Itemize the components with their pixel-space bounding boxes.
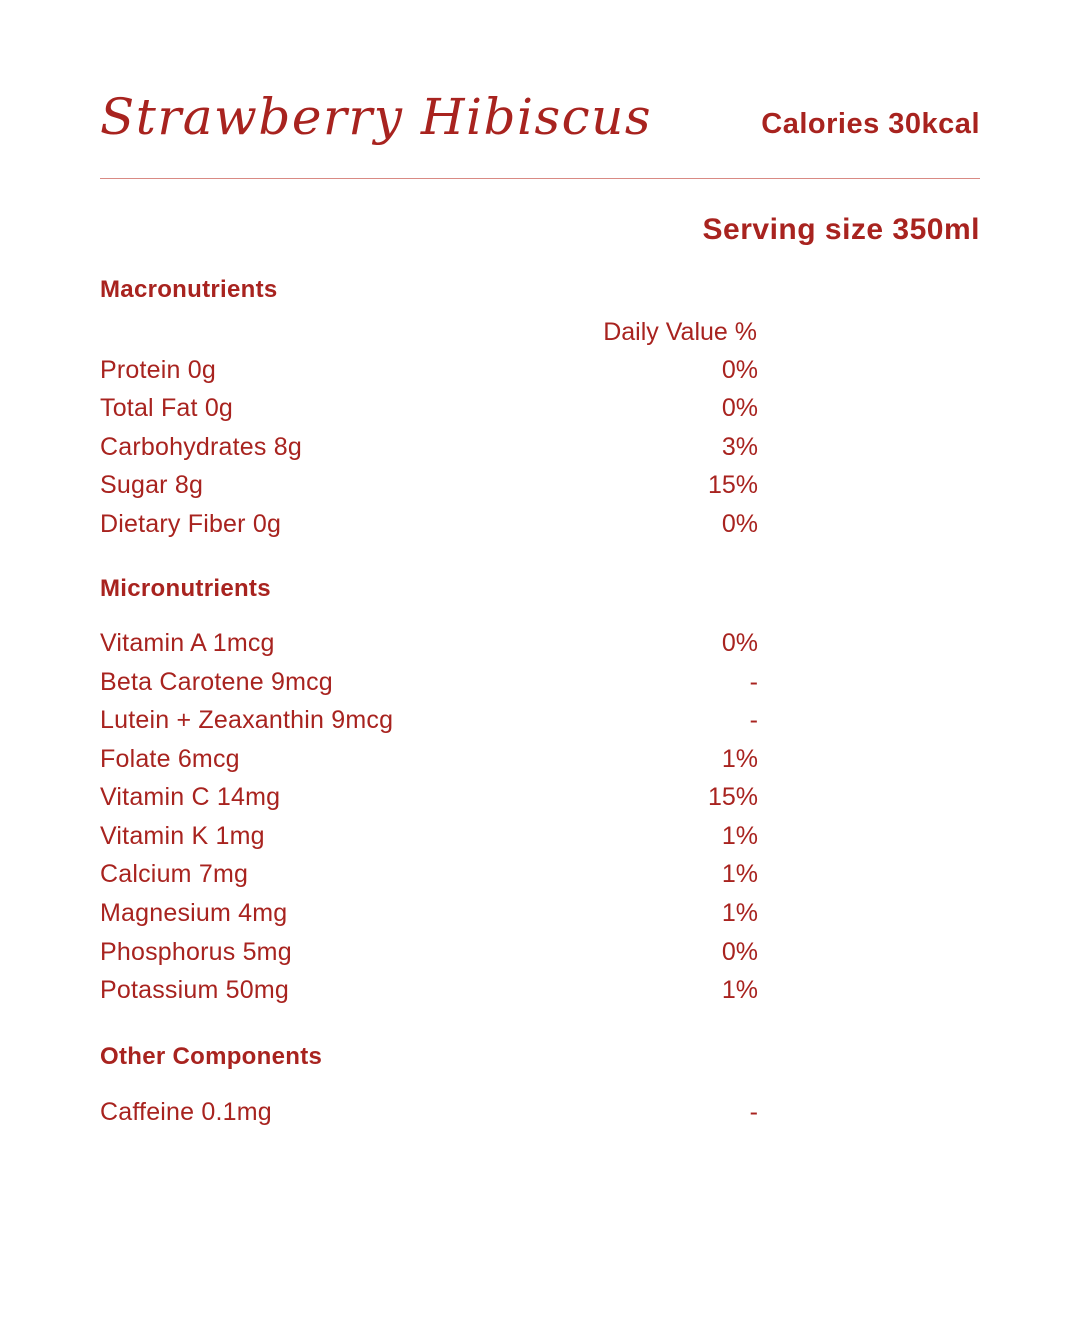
nutrient-row: [100, 665, 758, 699]
nutrient-row: [100, 896, 758, 930]
nutrient-name: Caffeine 0.1mg: [100, 1098, 272, 1126]
nutrient-daily-value: 1%: [721, 860, 758, 888]
nutrient-row: [100, 780, 758, 814]
serving-size: Serving size 350ml: [702, 213, 980, 246]
nutrient-name: Calcium 7mg: [100, 860, 249, 888]
nutrient-row: [100, 973, 758, 1007]
nutrient-daily-value: 0%: [721, 394, 758, 422]
nutrient-name: Phosphorus 5mg: [100, 938, 292, 966]
nutrient-row: [100, 507, 758, 541]
daily-value-header: Daily Value %: [603, 318, 757, 346]
nutrient-name: Carbohydrates 8g: [100, 433, 302, 461]
nutrient-row: [100, 353, 758, 387]
nutrient-row: [100, 468, 758, 502]
nutrient-name: Vitamin A 1mcg: [100, 629, 275, 657]
nutrient-daily-value: 15%: [707, 783, 758, 811]
nutrient-row: [100, 819, 758, 853]
nutrient-name: Magnesium 4mg: [100, 899, 288, 927]
nutrient-name: Folate 6mcg: [100, 745, 240, 773]
nutrient-daily-value: 15%: [707, 471, 758, 499]
nutrient-name: Dietary Fiber 0g: [100, 510, 282, 538]
nutrient-daily-value: 1%: [721, 899, 758, 927]
nutrient-daily-value: 3%: [721, 433, 758, 461]
nutrient-name: Vitamin K 1mg: [100, 822, 265, 850]
calories-value: Calories 30kcal: [761, 108, 980, 140]
section-title-macronutrients: Macronutrients: [100, 276, 278, 303]
nutrient-daily-value: -: [749, 668, 758, 696]
nutrient-name: Lutein + Zeaxanthin 9mcg: [100, 706, 394, 734]
nutrient-daily-value: 1%: [721, 976, 758, 1004]
nutrient-daily-value: 1%: [721, 745, 758, 773]
nutrient-daily-value: -: [749, 706, 758, 734]
header-divider: [100, 178, 980, 179]
nutrient-name: Potassium 50mg: [100, 976, 289, 1004]
nutrient-row: [100, 1095, 758, 1129]
nutrient-name: Sugar 8g: [100, 471, 204, 499]
product-title: Strawberry Hibiscus: [100, 88, 653, 146]
nutrient-daily-value: 0%: [721, 356, 758, 384]
nutrient-row: [100, 935, 758, 969]
nutrient-name: Vitamin C 14mg: [100, 783, 281, 811]
section-title-other-components: Other Components: [100, 1043, 323, 1070]
section-title-micronutrients: Micronutrients: [100, 575, 271, 602]
nutrient-daily-value: 1%: [721, 822, 758, 850]
nutrient-row: [100, 430, 758, 464]
label-header: [100, 82, 980, 152]
nutrient-daily-value: 0%: [721, 938, 758, 966]
nutrient-name: Protein 0g: [100, 356, 216, 384]
nutrient-row: [100, 703, 758, 737]
nutrient-row: [100, 857, 758, 891]
nutrient-row: [100, 391, 758, 425]
nutrient-name: Total Fat 0g: [100, 394, 234, 422]
nutrient-name: Beta Carotene 9mcg: [100, 668, 333, 696]
nutrient-daily-value: 0%: [721, 629, 758, 657]
nutrient-row: [100, 626, 758, 660]
nutrient-daily-value: 0%: [721, 510, 758, 538]
nutrient-row: [100, 742, 758, 776]
nutrient-daily-value: -: [749, 1098, 758, 1126]
